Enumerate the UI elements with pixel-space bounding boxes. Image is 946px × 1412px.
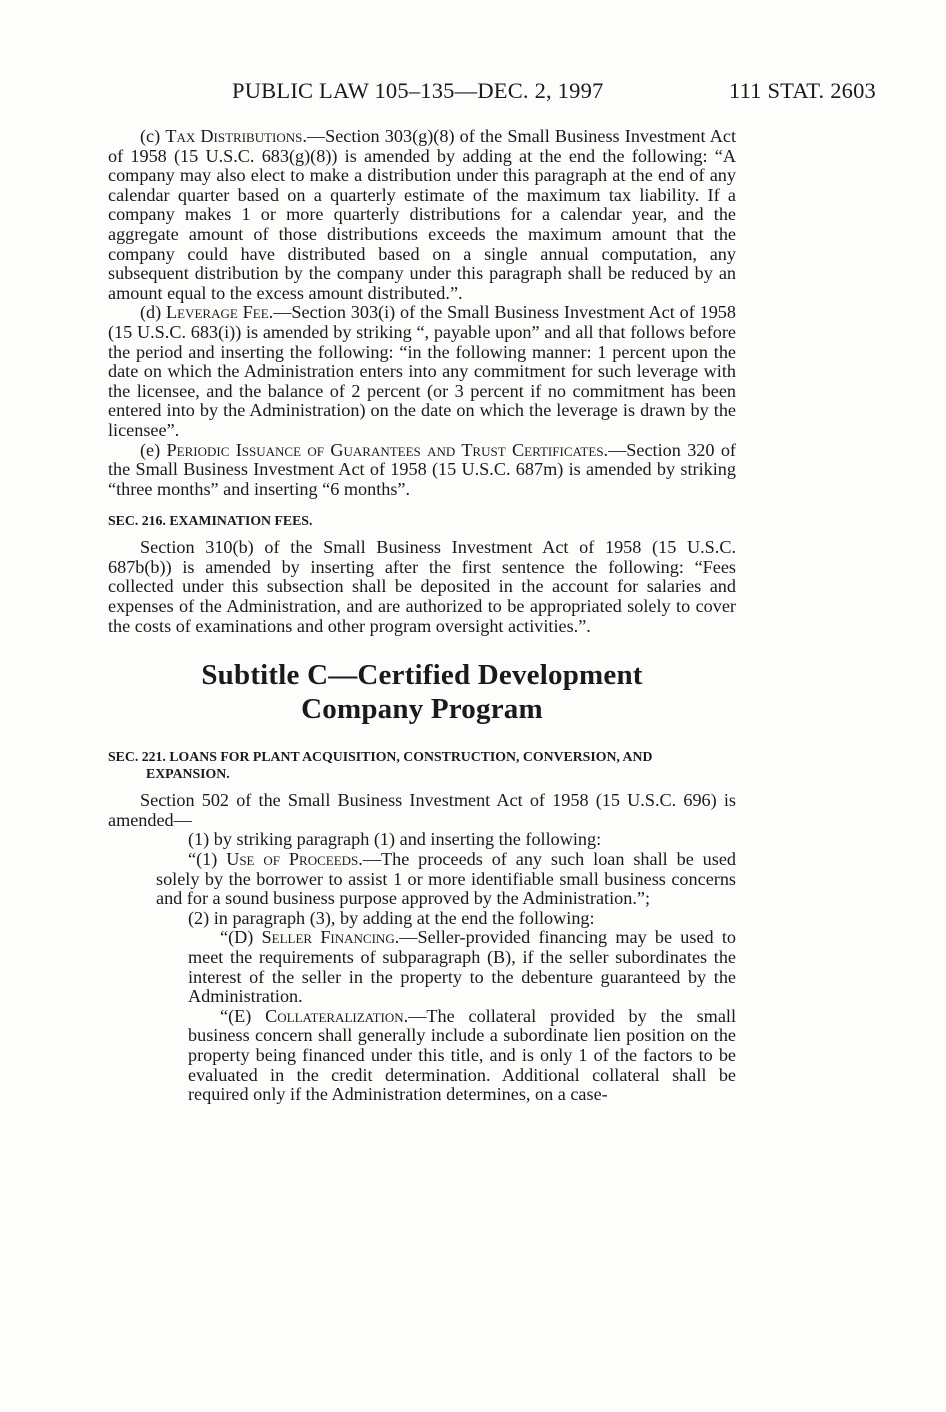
paragraph-heading: Collateralization.: [265, 1005, 409, 1026]
use-of-proceeds-paragraph: [108, 850, 736, 909]
section-216-heading: SEC. 216. EXAMINATION FEES.: [108, 513, 313, 529]
paragraph-e-periodic-issuance: [108, 441, 736, 500]
subtitle-line-1: Subtitle C—Certified Development: [201, 659, 643, 692]
paragraph-label: “(D): [220, 927, 262, 948]
subtitle-heading: [108, 658, 736, 726]
document-body: [108, 127, 736, 1105]
paragraph-text: —Section 320 of the Small Business Investment Act of 1958 (15 U.S.C. 687m) is amended by striking “three months” and inserting “6 months”.: [108, 439, 736, 499]
paragraph-label: (e): [140, 439, 167, 460]
paragraph-c-tax-distributions: [108, 127, 736, 303]
paragraph-text: —The proceeds of any such loan shall be used solely by the borrower to assist 1 or more identifiable small business concerns and for a sound business purpose approved by the Administration.”;: [156, 849, 737, 909]
section-221-heading: SEC. 221. LOANS FOR PLANT ACQUISITION, CONSTRUCTION, CONVERSION, AND EXPANSION.: [108, 749, 653, 782]
paragraph-heading: Tax Distributions.: [165, 126, 307, 146]
paragraph-heading: Periodic Issuance of Guarantees and Trust Certificates.: [166, 439, 609, 460]
paragraph-label: (d): [140, 302, 167, 323]
paragraph-text: —Section 303(i) of the Small Business Investment Act of 1958 (15 U.S.C. 683(i)) is amended by striking “, payable upon” and all that follows before the period and inserting the following: “in the following manner: 1 percent upon the date on which the Administration enters into any commitment for such leverage with the licensee, and the balance of 2 percent (or 3 percent if no commitment has been entered into by the Administration) on the date on which the leverage is drawn by the licensee”.: [108, 302, 736, 440]
paragraph-heading: Leverage Fee.: [166, 302, 274, 323]
subtitle-line-2: Company Program: [301, 693, 543, 726]
section-221-item-1: (1) by striking paragraph (1) and inserting the following:: [188, 829, 602, 850]
paragraph-label: “(1): [188, 849, 227, 870]
seller-financing-paragraph: [108, 928, 736, 1006]
paragraph-label: (c): [140, 126, 166, 146]
header-stat-page: 111 STAT. 2603: [728, 78, 876, 103]
section-221-intro: Section 502 of the Small Business Investment Act of 1958 (15 U.S.C. 696) is amended—: [108, 790, 736, 830]
paragraph-heading: Seller Financing.: [261, 927, 400, 948]
paragraph-text: —The collateral provided by the small business concern shall generally include a subordinate lien position on the property being financed under this title, and is only 1 of the factors to be evaluated in the credit determination. Additional collateral shall be required only if the Administration determines, on a case-: [188, 1005, 737, 1105]
section-216-text: Section 310(b) of the Small Business Investment Act of 1958 (15 U.S.C. 687b(b)) is amended by inserting after the first sentence the following: “Fees collected under this subsection shall be deposited in the account for salaries and expenses of the Administration, and are authorized to be appropriated solely to cover the costs of examinations and other program oversight activities.”.: [108, 537, 736, 636]
paragraph-d-leverage-fee: [108, 303, 736, 440]
paragraph-text: —Seller-provided financing may be used to meet the requirements of subparagraph (B), if the seller subordinates the interest of the seller in the property to the debenture guaranteed by the Administration.: [188, 927, 736, 1007]
paragraph-heading: Use of Proceeds.: [226, 849, 363, 870]
collateralization-paragraph: [108, 1007, 736, 1105]
paragraph-label: “(E): [220, 1005, 266, 1026]
running-header: [232, 78, 876, 108]
paragraph-text: —Section 303(g)(8) of the Small Business Investment Act of 1958 (15 U.S.C. 683(g)(8)) is amended by adding at the end the following: “A company may also elect to make a distribution under this paragraph at the end of any calendar quarter based on a quarterly estimate of the maximum tax liability. If a company makes 1 or more quarterly distributions for a calendar year, and the aggregate amount of those distributions exceeds the maximum amount that the company could have distributed based on a single annual computation, any subsequent distribution by the company under this paragraph shall be reduced by an amount equal to the excess amount distributed.”.: [108, 126, 736, 303]
header-title: PUBLIC LAW 105–135—DEC. 2, 1997: [232, 78, 604, 103]
section-221-item-2: (2) in paragraph (3), by adding at the end the following:: [188, 907, 595, 928]
